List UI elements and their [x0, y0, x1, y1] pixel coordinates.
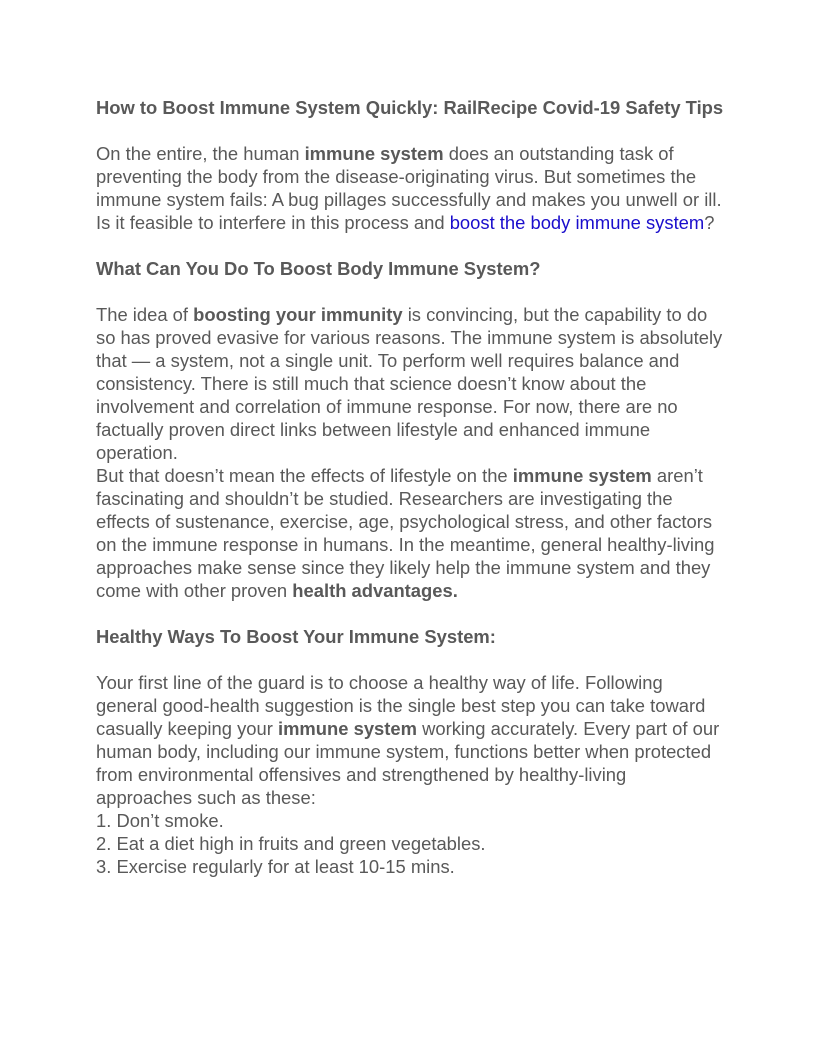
- document-page: [96, 96, 726, 878]
- s1p2-text-1: But that doesn’t mean the effects of lifestyle on the: [96, 465, 513, 486]
- s2p1-text-2: working accurately. Every part of our human body, including our immune system, functions better when protected from environmental offensives and strengthened by healthy-living approaches such as these:: [96, 718, 720, 808]
- intro-bold-immune-system: immune system: [304, 143, 444, 164]
- s1p1-text-1: The idea of: [96, 304, 194, 325]
- section1-paragraph-1: [96, 303, 726, 464]
- s1p2-text-2: aren’t fascinating and shouldn’t be studied. Researchers are investigating the effects of sustenance, exercise, age, psychological stress, and other factors on the immune response in humans. In the meantime, general healthy-living approaches make sense since they likely help the immune system and they come with other proven: [96, 465, 715, 601]
- list-item: 3. Exercise regularly for at least 10-15 mins.: [96, 856, 455, 877]
- section2-paragraph-1: [96, 671, 726, 809]
- section2-heading: Healthy Ways To Boost Your Immune System:: [96, 626, 496, 647]
- boost-immune-system-link[interactable]: boost the body immune system: [449, 212, 705, 233]
- s1p1-bold-boosting-immunity: boosting your immunity: [193, 304, 403, 325]
- intro-text-2: does an outstanding task of preventing the body from the disease-originating virus. But sometimes the immune system fails: A bug pillages successfully and makes you unwell or ill. Is it feasible to interfere in this process and: [96, 143, 722, 233]
- list-item: 1. Don’t smoke.: [96, 810, 224, 831]
- spacer: [96, 602, 726, 625]
- intro-paragraph: [96, 142, 726, 234]
- list-item: 2. Eat a diet high in fruits and green vegetables.: [96, 833, 486, 854]
- article-title: How to Boost Immune System Quickly: RailRecipe Covid-19 Safety Tips: [96, 97, 724, 118]
- section1-heading: What Can You Do To Boost Body Immune System?: [96, 258, 541, 279]
- spacer: [96, 280, 726, 303]
- s1p2-bold-health-advantages: health advantages.: [292, 580, 458, 601]
- s1p1-text-2: is convincing, but the capability to do so has proved evasive for various reasons. The immune system is absolutely that — a system, not a single unit. To perform well requires balance and consistency. There is still much that science doesn’t know about the involvement and correlation of immune response. For now, there are no factually proven direct links between lifestyle and enhanced immune operation.: [96, 304, 723, 463]
- intro-text-3: ?: [704, 212, 715, 233]
- s2p1-bold-immune-system: immune system: [277, 718, 417, 739]
- s1p2-bold-immune-system: immune system: [512, 465, 652, 486]
- spacer: [96, 119, 726, 142]
- s2p1-text-1: Your first line of the guard is to choose a healthy way of life. Following general good-health suggestion is the single best step you can take toward casually keeping your: [96, 672, 706, 739]
- spacer: [96, 648, 726, 671]
- spacer: [96, 234, 726, 257]
- section1-paragraph-2: [96, 464, 726, 602]
- intro-text-1: On the entire, the human: [96, 143, 305, 164]
